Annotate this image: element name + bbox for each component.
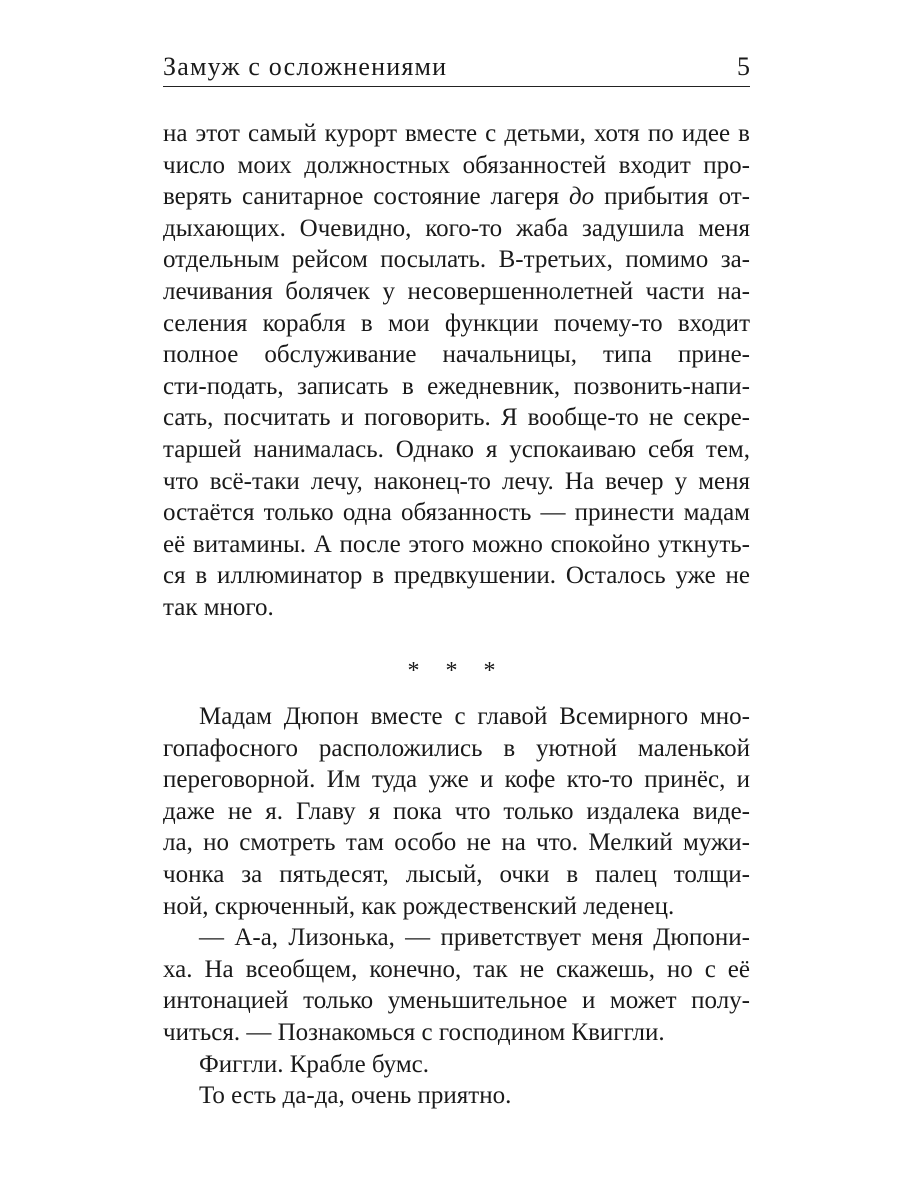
running-header — [163, 52, 750, 87]
text-line: Фиггли. Крабле бумс. — [199, 1050, 430, 1078]
text-line: её витамины. А после этого можно спокойно уткнуть- — [163, 530, 750, 558]
italic-word: до — [569, 183, 595, 211]
section-separator: * * * — [407, 658, 506, 684]
text-line: на этот самый курорт вместе с детьми, хотя по идее в — [163, 120, 750, 147]
text-line: То есть да-да, очень приятно. — [199, 1082, 512, 1110]
text-line: интонацией только уменьшительное и может полу- — [163, 987, 750, 1015]
text-line: что всё-таки лечу, наконец-то лечу. На вечер у меня — [163, 467, 750, 495]
paragraph-continuation — [163, 118, 750, 624]
text-line: отдельным рейсом посылать. В-третьих, помимо за- — [163, 246, 750, 274]
text-line: ся в иллюминатор в предвкушении. Осталось уже не — [163, 562, 750, 590]
text-line: лечивания болячек у несовершеннолетней части на- — [163, 277, 750, 305]
text-line: селения корабля в мои функции почему-то входит — [163, 309, 750, 337]
text-fragment: верять санитарное состояние лагеря — [163, 183, 569, 211]
text-line: дыхающих. Очевидно, кого-то жаба задушила меня — [163, 214, 750, 242]
paragraph-scene — [163, 701, 750, 1112]
running-title: Замуж с осложнениями — [163, 52, 448, 81]
text-line: сти-подать, записать в ежедневник, позвонить-напи- — [163, 372, 750, 400]
text-line: даже не я. Главу я пока что только издалека виде- — [163, 797, 750, 825]
text-line: переговорной. Им туда уже и кофе кто-то принёс, и — [163, 766, 750, 794]
text-line: Мадам Дюпон вместе с главой Всемирного мно- — [199, 703, 750, 730]
text-line: ха. На всеобщем, конечно, так не скажешь, но с её — [163, 955, 750, 983]
text-line: чонка за пятьдесят, лысый, очки в палец толщи- — [163, 860, 750, 888]
text-line: так много. — [163, 593, 274, 621]
text-line-with-italic — [163, 181, 750, 213]
text-line: сать, посчитать и поговорить. Я вообще-то не секре- — [163, 404, 750, 432]
text-line: число моих должностных обязанностей входит про- — [163, 151, 750, 179]
text-line: остаётся только одна обязанность — принести мадам — [163, 499, 750, 527]
text-line: ной, скрюченный, как рождественский леденец. — [163, 892, 675, 920]
text-line: гопафосного расположились в уютной маленькой — [163, 734, 750, 762]
text-fragment: прибытия от- — [594, 183, 750, 211]
text-line: читься. — Познакомься с господином Квиггли. — [163, 1018, 665, 1046]
page-number: 5 — [737, 52, 750, 81]
text-line: таршей нанималась. Однако я успокаиваю себя тем, — [163, 435, 750, 463]
text-line: полное обслуживание начальницы, типа прине- — [163, 341, 750, 369]
dialog-line: — А-а, Лизонька, — приветствует меня Дюпони- — [199, 924, 750, 952]
text-line: ла, но смотреть там особо не на что. Мелкий мужи- — [163, 829, 750, 857]
